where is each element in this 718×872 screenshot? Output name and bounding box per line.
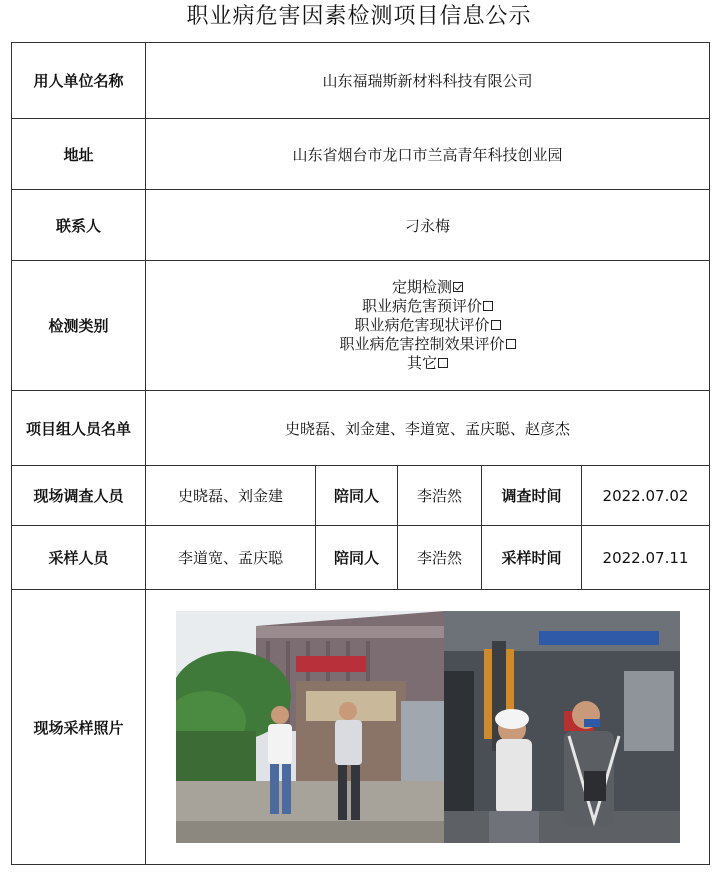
- site-photo-indoor: [444, 611, 680, 843]
- photo-strip: [176, 611, 680, 843]
- photos-cell: [146, 590, 710, 865]
- employer-value: 山东福瑞斯新材料科技有限公司: [146, 43, 710, 119]
- contact-row: [12, 190, 710, 261]
- checkbox-icon: [453, 282, 463, 292]
- contact-value: 刁永梅: [146, 190, 710, 261]
- survey-companion: 李浩然: [398, 466, 482, 526]
- contact-label: 联系人: [12, 190, 146, 261]
- address-value: 山东省烟台市龙口市兰高青年科技创业园: [146, 119, 710, 190]
- survey-row: [12, 466, 710, 526]
- detection-option: 定期检测: [146, 278, 709, 297]
- survey-staff: 史晓磊、刘金建: [146, 466, 316, 526]
- indoor-photo-image: [444, 611, 680, 843]
- sampling-time: 2022.07.11: [582, 526, 710, 590]
- photos-label: 现场采样照片: [12, 590, 146, 865]
- survey-label: 现场调查人员: [12, 466, 146, 526]
- survey-time: 2022.07.02: [582, 466, 710, 526]
- sampling-time-label: 采样时间: [482, 526, 582, 590]
- survey-time-label: 调查时间: [482, 466, 582, 526]
- sampling-staff: 李道宽、孟庆聪: [146, 526, 316, 590]
- checkbox-icon: [483, 301, 493, 311]
- sampling-row: [12, 526, 710, 590]
- sampling-companion: 李浩然: [398, 526, 482, 590]
- employer-row: [12, 43, 710, 119]
- employer-label: 用人单位名称: [12, 43, 146, 119]
- detection-option: 职业病危害现状评价: [146, 316, 709, 335]
- info-table: [11, 42, 710, 865]
- sampling-companion-label: 陪同人: [316, 526, 398, 590]
- detection-option: 其它: [146, 354, 709, 373]
- detection-option: 职业病危害控制效果评价: [146, 335, 709, 354]
- detection-type-row: [12, 261, 710, 391]
- address-label: 地址: [12, 119, 146, 190]
- detection-type-label: 检测类别: [12, 261, 146, 391]
- checkbox-icon: [506, 339, 516, 349]
- survey-companion-label: 陪同人: [316, 466, 398, 526]
- team-value: 史晓磊、刘金建、李道宽、孟庆聪、赵彦杰: [146, 391, 710, 466]
- checkbox-icon: [438, 358, 448, 368]
- outdoor-photo-image: [176, 611, 444, 843]
- detection-type-options: [146, 261, 710, 391]
- photos-row: [12, 590, 710, 865]
- team-label: 项目组人员名单: [12, 391, 146, 466]
- site-photo-outdoor: [176, 611, 444, 843]
- page-title: 职业病危害因素检测项目信息公示: [186, 4, 532, 29]
- checkbox-icon: [491, 320, 501, 330]
- address-row: [12, 119, 710, 190]
- sampling-label: 采样人员: [12, 526, 146, 590]
- detection-option: 职业病危害预评价: [146, 297, 709, 316]
- team-row: [12, 391, 710, 466]
